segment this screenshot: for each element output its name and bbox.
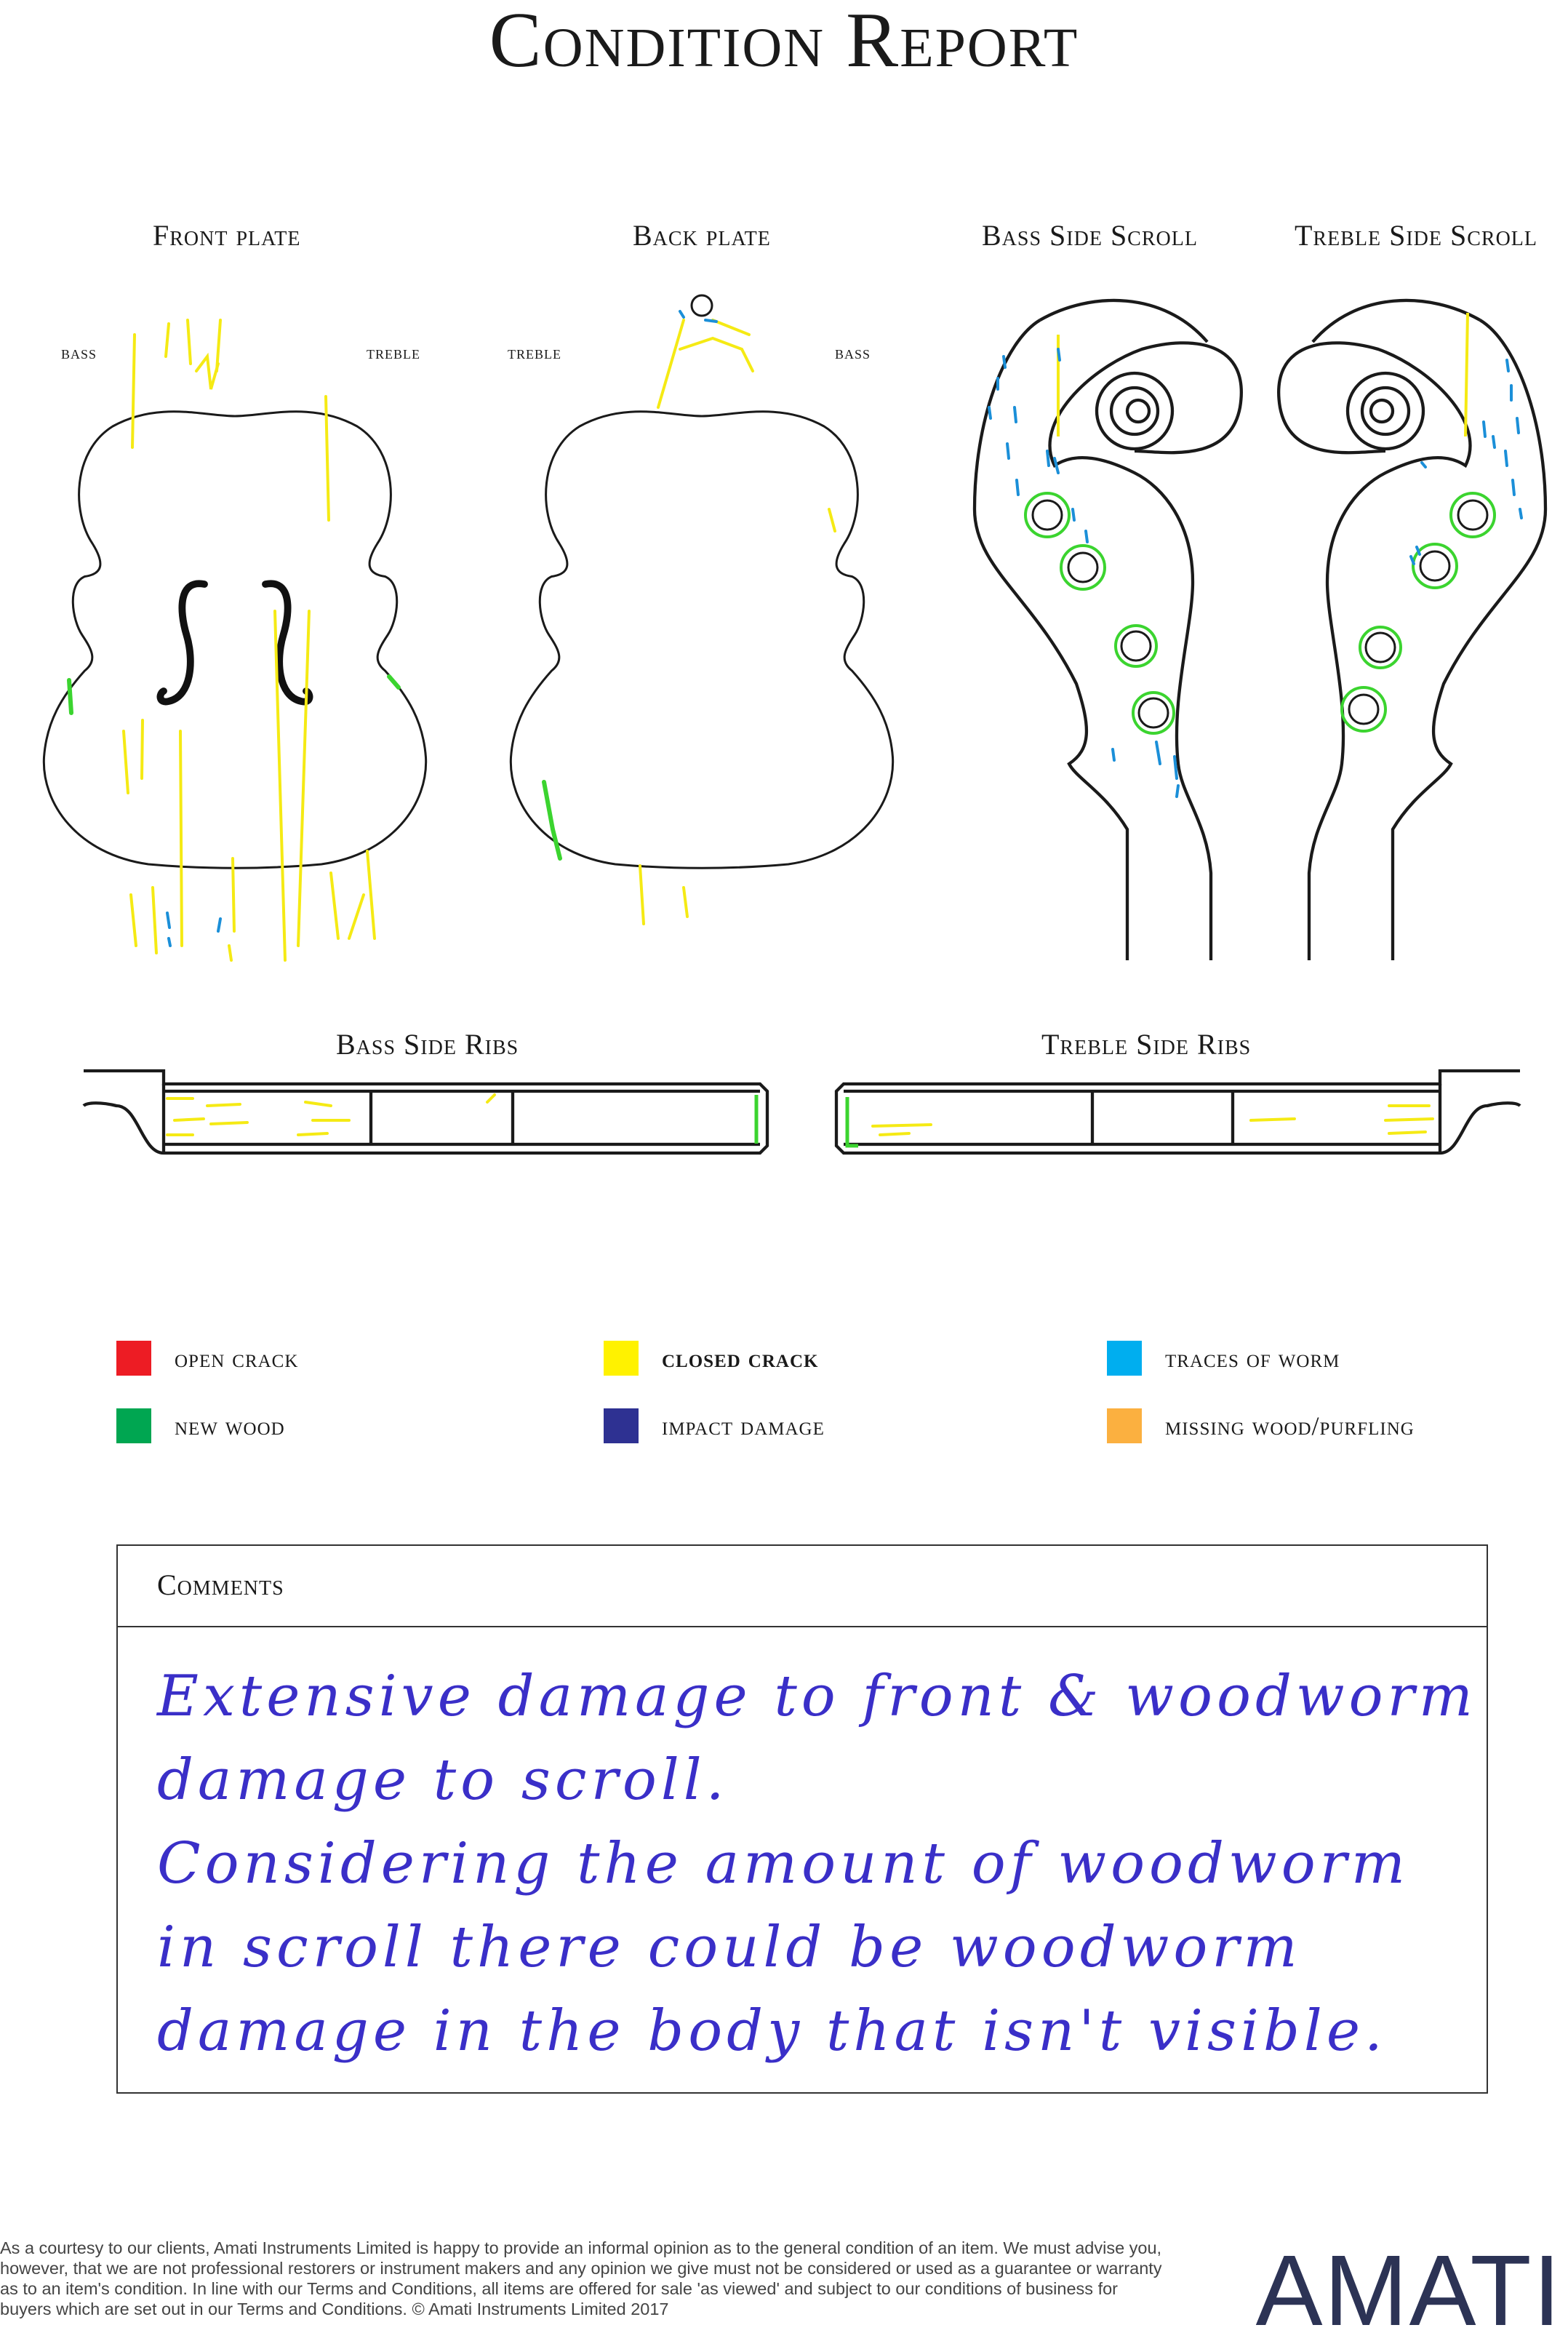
front-treble-side-label: treble: [367, 342, 420, 363]
legend-closed-crack: [604, 1341, 818, 1376]
back-plate-newwood: [544, 782, 560, 858]
treble-side-ribs-label: Treble Side Ribs: [1041, 1028, 1252, 1061]
legend-swatch: [1107, 1341, 1142, 1376]
treble-side-scroll-label: Treble Side Scroll: [1295, 219, 1538, 252]
bass-side-scroll-label: Bass Side Scroll: [982, 219, 1198, 252]
back-treble-side-label: treble: [508, 342, 561, 363]
legend-swatch: [604, 1408, 639, 1443]
comments-handwriting: [157, 1655, 1477, 2073]
legend-new-wood: [116, 1408, 285, 1443]
back-plate-drawing: [511, 412, 892, 868]
legend-label: open crack: [175, 1344, 299, 1373]
back-plate-cracks: [640, 320, 835, 924]
legend-label: traces of worm: [1165, 1344, 1340, 1373]
front-plate-newwood: [69, 677, 399, 713]
legend-traces-of-worm: [1107, 1341, 1340, 1376]
legend-swatch: [116, 1341, 151, 1376]
legend-missing-wood: [1107, 1408, 1415, 1443]
page-title: Condition Report: [489, 0, 1079, 84]
treble-ribs-drawing: [836, 1071, 1520, 1153]
comments-box: [116, 1544, 1488, 2094]
treble-ribs-newwood: [847, 1097, 858, 1146]
legend-label: closed crack: [662, 1344, 819, 1373]
legend-label: impact damage: [662, 1411, 825, 1440]
bass-scroll-worm: [989, 349, 1178, 797]
comment-line: Extensive damage to front & woodworm: [157, 1664, 1477, 1729]
comments-header: [118, 1546, 1487, 1627]
legend-swatch: [1107, 1408, 1142, 1443]
front-plate-label: Front plate: [153, 219, 301, 252]
comment-line: damage in the body that isn't visible.: [157, 1998, 1387, 2064]
treble-scroll-drawing: [1279, 300, 1545, 960]
comment-line: in scroll there could be woodworm: [157, 1915, 1302, 1980]
treble-ribs-cracks: [873, 1106, 1433, 1135]
legend-impact-damage: [604, 1408, 825, 1443]
front-plate-worm: [167, 913, 220, 946]
legend-swatch: [604, 1341, 639, 1376]
legend-swatch: [116, 1408, 151, 1443]
comment-line: Considering the amount of woodworm: [157, 1831, 1409, 1897]
back-plate-label: Back plate: [633, 219, 771, 252]
treble-scroll-cracks: [1465, 313, 1468, 436]
legend-label: missing wood/purfling: [1165, 1411, 1415, 1440]
back-bass-side-label: bass: [835, 342, 871, 363]
disclaimer-text: As a courtesy to our clients, Amati Instruments Limited is happy to provide an informal opinion as to the general condition of an item. We must advise you, however, that we are not professional restorers or instrument makers and any opinion we give must not be considered or used as a guarantee or warranty as to an item's condition. In line with our Terms and Conditions, all items are offered for sale 'as viewed' and subject to our conditions of business for buyers which are set out in our Terms and Conditions. © Amati Instruments Limited 2017: [0, 2238, 1162, 2318]
bass-ribs-drawing: [84, 1071, 767, 1153]
bass-side-ribs-label: Bass Side Ribs: [336, 1028, 519, 1061]
amati-logo: AMATI: [1255, 2235, 1562, 2347]
legend-label: new wood: [175, 1411, 285, 1440]
comment-line: damage to scroll.: [157, 1747, 729, 1813]
bass-ribs-cracks: [167, 1095, 495, 1135]
front-plate-drawing: [44, 412, 425, 868]
comments-title: Comments: [157, 1568, 284, 1601]
front-bass-side-label: bass: [61, 342, 97, 363]
legend-open-crack: [116, 1341, 298, 1376]
bass-scroll-drawing: [975, 300, 1241, 960]
